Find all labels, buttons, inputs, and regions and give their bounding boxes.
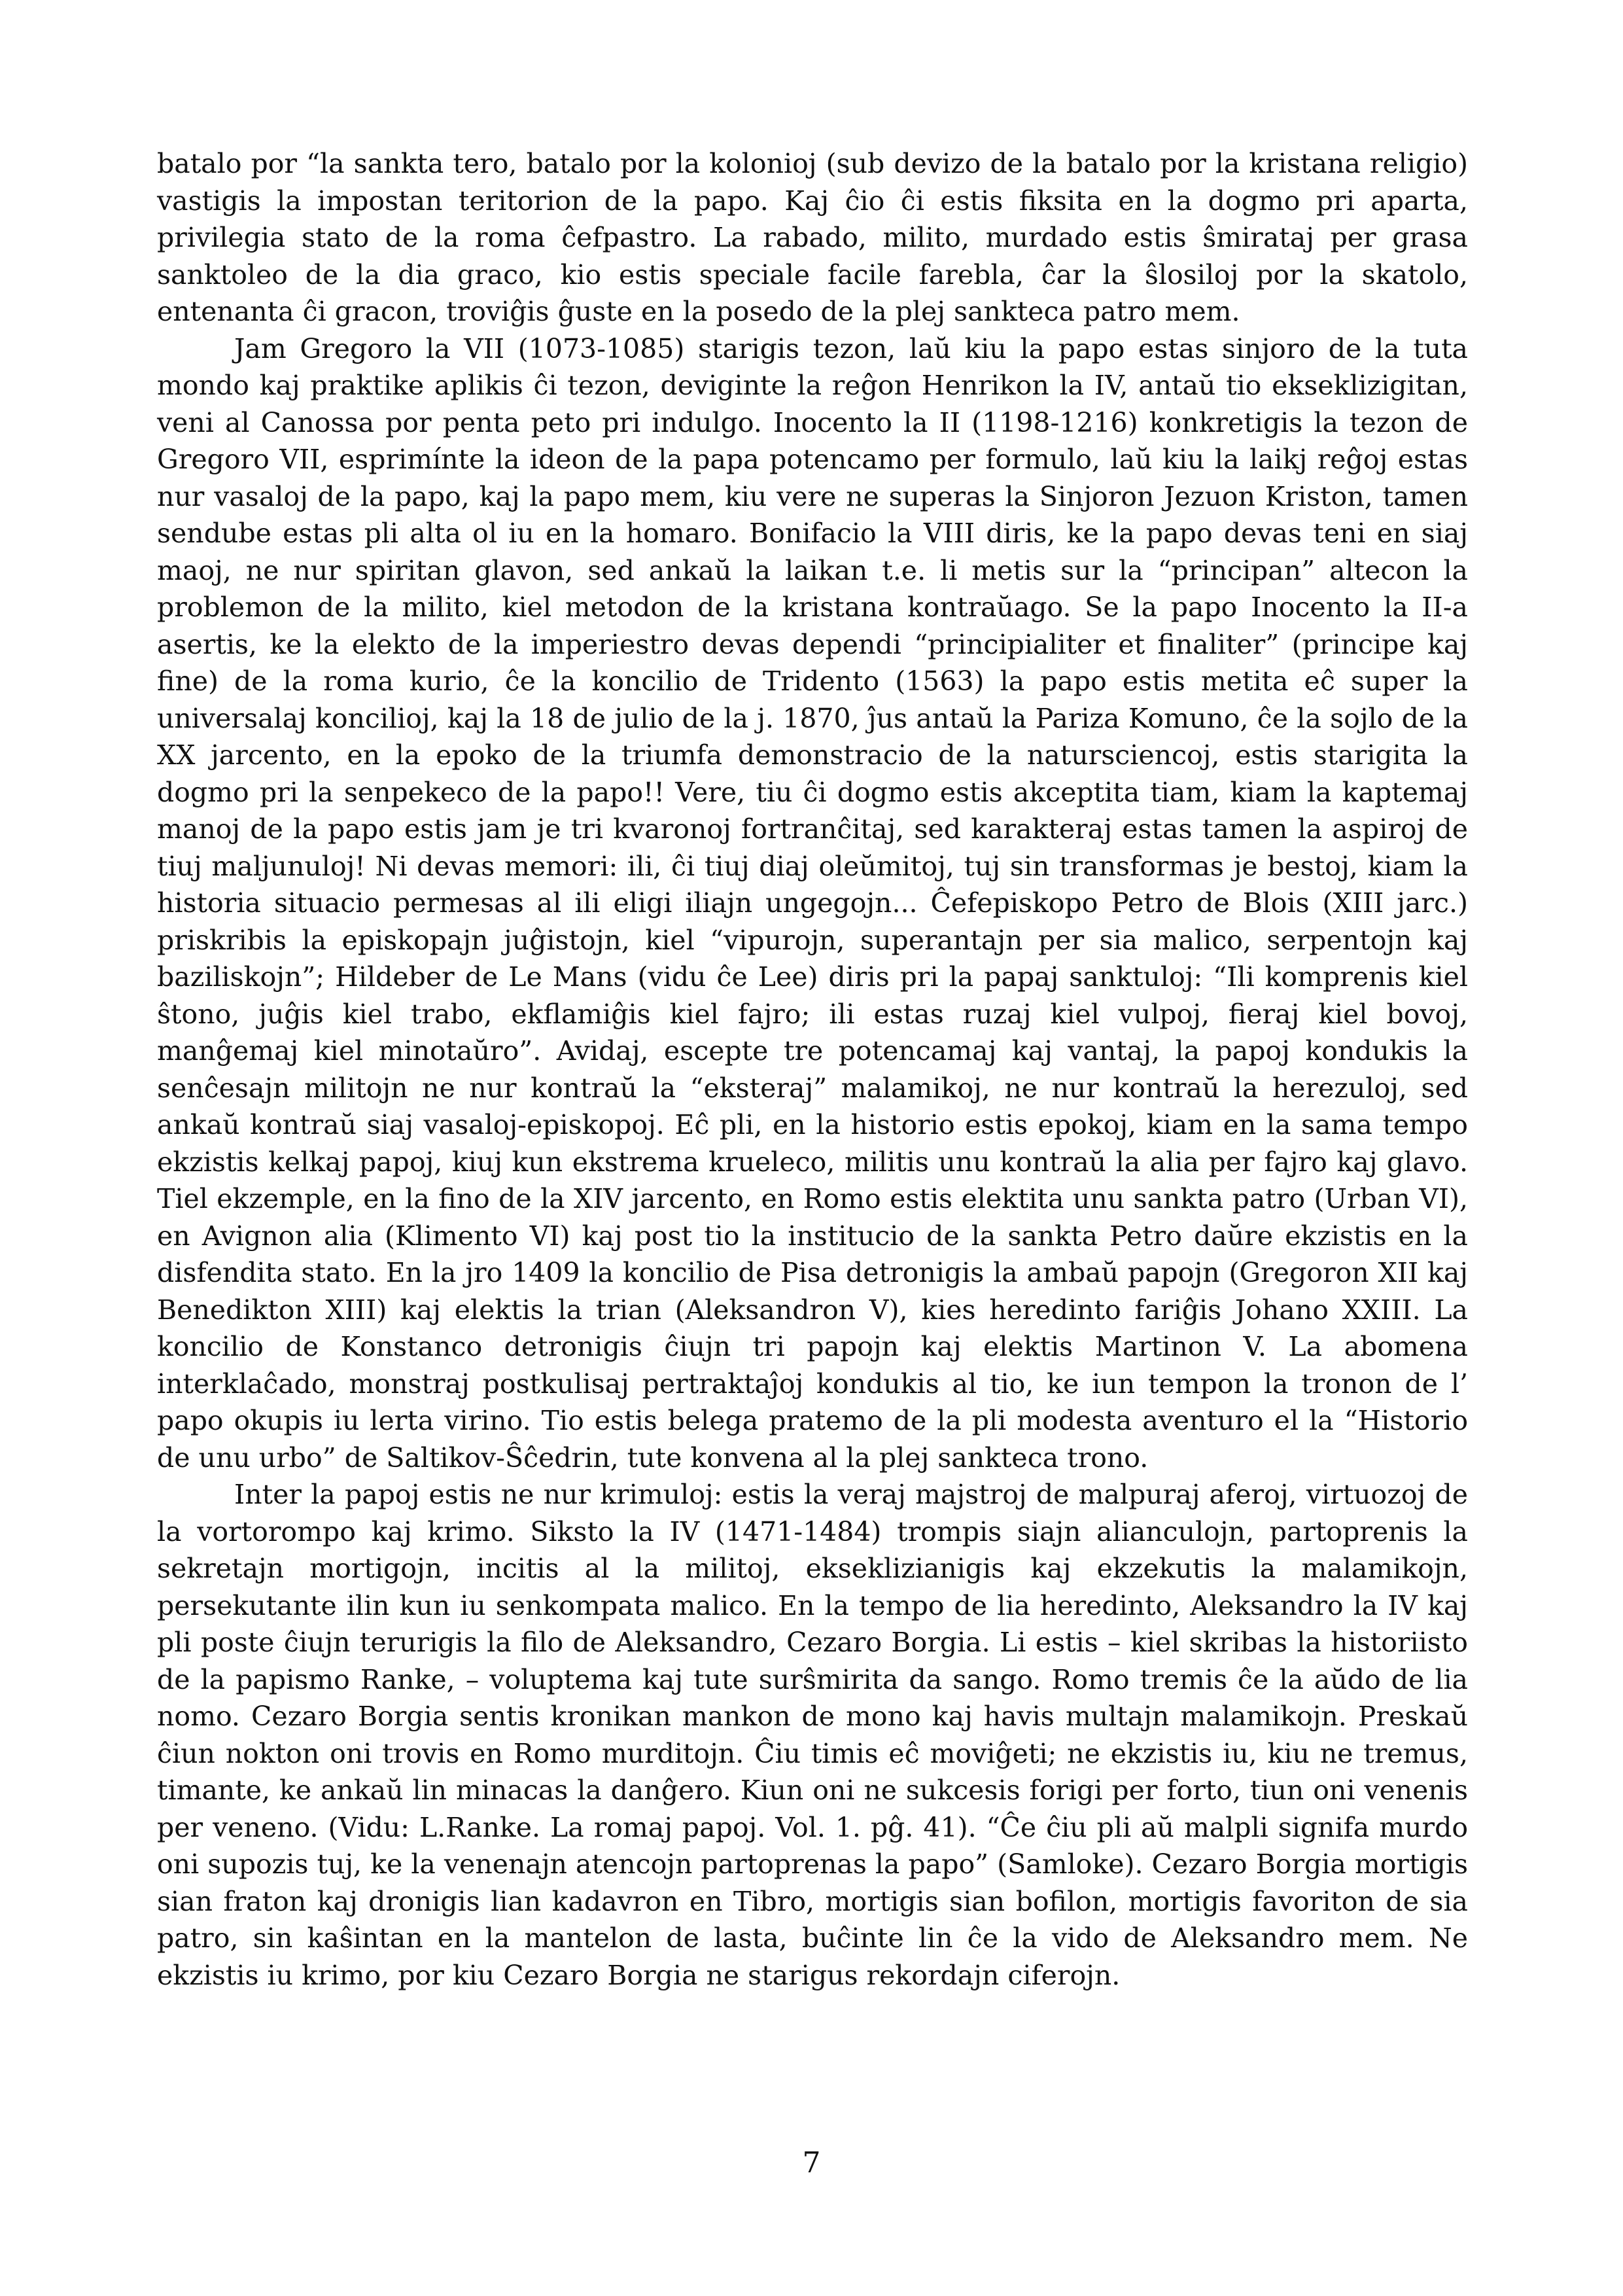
body-text — [157, 145, 1468, 1994]
page-number: 7 — [802, 2146, 821, 2180]
paragraph-crusades: batalo por “la sankta tero, batalo por la kolonioj (sub devizo de la batalo por la kristana religio) vastigis la impostan teritorion de la papo. Kaj ĉio ĉi estis fiksita en la dogmo pri aparta, privilegia stato de la roma ĉefpastro. La rabado, milito, murdado estis ŝmirataj per grasa sanktoleo de la dia graco, kio estis speciale facile farebla, ĉar la ŝlosiloj por la skatolo, entenanta ĉi gracon, troviĝis ĝuste en la posedo de la plej sankteca patro mem. — [157, 148, 1468, 327]
paragraph-papal-supremacy: Jam Gregoro la VII (1073-1085) starigis tezon, laŭ kiu la papo estas sinjoro de la tuta mondo kaj praktike aplikis ĉi tezon, deviginte la reĝon Henrikon la IV, antaŭ tio ekseklizigitan, veni al Canossa por penta peto pri indulgo. Inocento la II (1198-1216) konkretigis la tezon de Gregoro VII, esprimínte la ideon de la papa potencamo per formulo, laŭ kiu la laikj reĝoj estas nur vasaloj de la papo, kaj la papo mem, kiu vere ne superas la Sinjoron Jezuon Kriston, tamen sendube estas pli alta ol iu en la homaro. Bonifacio la VIII diris, ke la papo devas teni en siaj maoj, ne nur spiritan glavon, sed ankaŭ la laikan t.e. li metis sur la “principan” altecon la problemon de la milito, kiel metodon de la kristana kontraŭago. Se la papo Inocento la II-a asertis, ke la elekto de la imperiestro devas dependi “principialiter et finaliter” (principe kaj fine) de la roma kurio, ĉe la koncilio de Tridento (1563) la papo estis metita eĉ super la universalaj koncilioj, kaj la 18 de julio de la j. 1870, ĵus antaŭ la Pariza Komuno, ĉe la sojlo de la XX jarcento, en la epoko de la triumfa demonstracio de la natursciencoj, estis starigita la dogmo pri la senpekeco de la papo!! Vere, tiu ĉi dogmo estis akceptita tiam, kiam la kaptemaj manoj de la papo estis jam je tri kvaronoj fortranĉitaj, sed karakteraj estas tamen la aspiroj de tiuj maljunuloj! Ni devas memori: ili, ĉi tiuj diaj oleŭmitoj, tuj sin transformas je bestoj, kiam la historia situacio permesas al ili eligi iliajn ungegojn... Ĉefepiskopo Petro de Blois (XIII jarc.) priskribis la episkopajn juĝistojn, kiel “vipurojn, superantajn per sia malico, serpentojn kaj baziliskojn”; Hildeber de Le Mans (vidu ĉe Lee) diris pri la papaj sanktuloj: “Ili komprenis kiel ŝtono, juĝis kiel trabo, ekflamiĝis kiel fajro; ili estas ruzaj kiel vulpoj, fieraj kiel bovoj, manĝemaj kiel minotaŭro”. Avidaj, escepte tre potencamaj kaj vantaj, la papoj kondukis la senĉesajn militojn ne nur kontraŭ la “eksteraj” malamikoj, ne nur kontraŭ la herezuloj, sed ankaŭ kontraŭ siaj vasaloj-episkopoj. Eĉ pli, en la historio estis epokoj, kiam en la sama tempo ekzistis kelkaj papoj, kiuj kun ekstrema krueleco, militis unu kontraŭ la alia per fajro kaj glavo. Tiel ekzemple, en la fino de la XIV jarcento, en Romo estis elektita unu sankta patro (Urban VI), en Avignon alia (Klimento VI) kaj post tio la institucio de la sankta Petro daŭre ekzistis en la disfendita stato. En la jro 1409 la koncilio de Pisa detronigis la ambaŭ papojn (Gregoron XII kaj Benedikton XIII) kaj elektis la trian (Aleksandron V), kies heredinto fariĝis Johano XXIII. La koncilio de Konstanco detronigis ĉiujn tri papojn kaj elektis Martinon V. La abomena interklaĉado, monstraj postkulisaj pertraktaĵoj kondukis al tio, ke iun tempon la tronon de l’ papo okupis iu lerta virino. Tio estis belega pratemo de la pli modesta aventuro el la “Historio de unu urbo” de Saltikov-Ŝĉedrin, tute konvena al la plej sankteca trono. — [157, 332, 1468, 1474]
paragraph-borgia: Inter la papoj estis ne nur krimuloj: estis la veraj majstroj de malpuraj aferoj, virtuozoj de la vortorompo kaj krimo. Siksto la IV (1471-1484) trompis siajn alianculojn, partoprenis la sekretajn mortigojn, incitis al la militoj, ekseklizianigis kaj ekzekutis la malamikojn, persekutante ilin kun iu senkompata malico. En la tempo de lia heredinto, Aleksandro la IV kaj pli poste ĉiujn terurigis la filo de Aleksandro, Cezaro Borgia. Li estis – kiel skribas la historiisto de la papismo Ranke, – voluptema kaj tute surŝmirita da sango. Romo tremis ĉe la aŭdo de lia nomo. Cezaro Borgia sentis kronikan mankon de mono kaj havis multajn malamikojn. Preskaŭ ĉiun nokton oni trovis en Romo murditojn. Ĉiu timis eĉ moviĝeti; ne ekzistis iu, kiu ne tremus, timante, ke ankaŭ lin minacas la danĝero. Kiun oni ne sukcesis forigi per forto, tiun oni venenis per veneno. (Vidu: L.Ranke. La romaj papoj. Vol. 1. pĝ. 41). “Ĉe ĉiu pli aŭ malpli signifa murdo oni supozis tuj, ke la venenajn atencojn partoprenas la papo” (Samloke). Cezaro Borgia mortigis sian fraton kaj dronigis lian kadavron en Tibro, mortigis sian bofilon, mortigis favoriton de sia patro, sin kaŝintan en la mantelon de lasta, buĉinte lin ĉe la vido de Aleksandro mem. Ne ekzistis iu krimo, por kiu Cezaro Borgia ne starigus rekordajn ciferojn. — [157, 1479, 1468, 1991]
